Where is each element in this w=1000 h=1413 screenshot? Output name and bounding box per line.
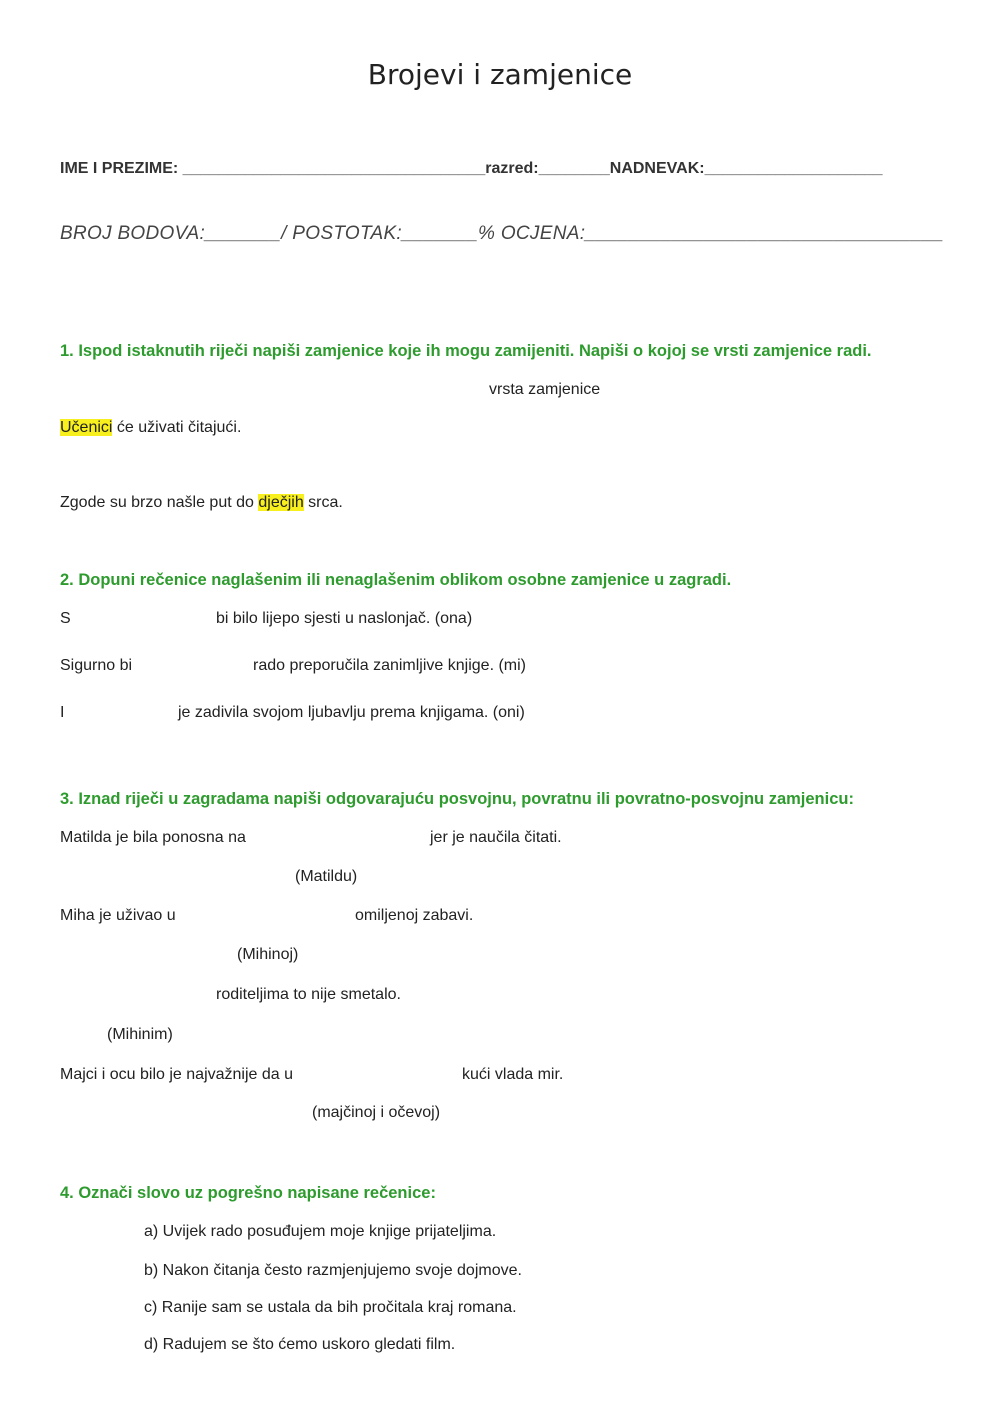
q3-hint-1: (Matildu) [295,868,358,885]
name-class-date-line: IME I PREZIME: __________________________________razred:________NADNEVAK:____________________ [60,160,883,177]
page-title: Brojevi i zamjenice [367,58,633,91]
question-2-heading: 2. Dopuni rečenice naglašenim ili nenaglašenim oblikom osobne zamjenice u zagradi. [60,571,732,589]
highlighted-word: Učenici [60,419,113,436]
q2-sentence-1-start: S [60,610,71,627]
option-d[interactable]: d) Radujem se što ćemo uskoro gledati film. [144,1336,456,1353]
q2-sentence-1-end: bi bilo lijepo sjesti u naslonjač. (ona) [216,610,473,627]
q3-sentence-3-end: roditeljima to nije smetalo. [216,986,401,1003]
pronoun-type-column-label: vrsta zamjenice [489,381,601,398]
question-3-heading: 3. Iznad riječi u zagradama napiši odgovarajuću posvojnu, povratnu ili povratno-posvojnu zamjenicu: [60,790,854,808]
q3-sentence-4-end: kući vlada mir. [462,1066,564,1083]
q3-hint-2: (Mihinoj) [237,946,299,963]
score-line: BROJ BODOVA:_______/ POSTOTAK:_______% OCJENA:_________________________________ [60,223,944,244]
question-4-heading: 4. Označi slovo uz pogrešno napisane rečenice: [60,1184,436,1202]
option-b[interactable]: b) Nakon čitanja često razmjenjujemo svoje dojmove. [144,1262,522,1279]
q2-sentence-2-end: rado preporučila zanimljive knjige. (mi) [253,657,526,674]
q3-hint-4: (majčinoj i očevoj) [312,1104,441,1121]
q1-sentence-1 [60,419,241,437]
sentence-text: srca. [303,494,343,511]
highlighted-word: dječjih [258,494,304,511]
q3-sentence-2-end: omiljenoj zabavi. [355,907,474,924]
option-a[interactable]: a) Uvijek rado posuđujem moje knjige prijateljima. [144,1223,497,1240]
sentence-text: Zgode su brzo našle put do [60,494,259,511]
q2-sentence-3-end: je zadivila svojom ljubavlju prema knjigama. (oni) [178,704,525,721]
question-1-heading: 1. Ispod istaknutih riječi napiši zamjenice koje ih mogu zamijeniti. Napiši o kojoj se vrsti zamjenice radi. [60,342,872,360]
q2-sentence-2-start: Sigurno bi [60,657,133,674]
q3-sentence-2-start: Miha je uživao u [60,907,176,924]
q1-sentence-2 [60,494,343,512]
q2-sentence-3-start: I [60,704,65,721]
q3-sentence-4-start: Majci i ocu bilo je najvažnije da u [60,1066,294,1083]
sentence-text: će uživati čitajući. [112,419,242,436]
q3-hint-3: (Mihinim) [107,1026,173,1043]
q3-sentence-1-end: jer je naučila čitati. [430,829,562,846]
q3-sentence-1-start: Matilda je bila ponosna na [60,829,246,846]
option-c[interactable]: c) Ranije sam se ustala da bih pročitala kraj romana. [144,1299,517,1316]
